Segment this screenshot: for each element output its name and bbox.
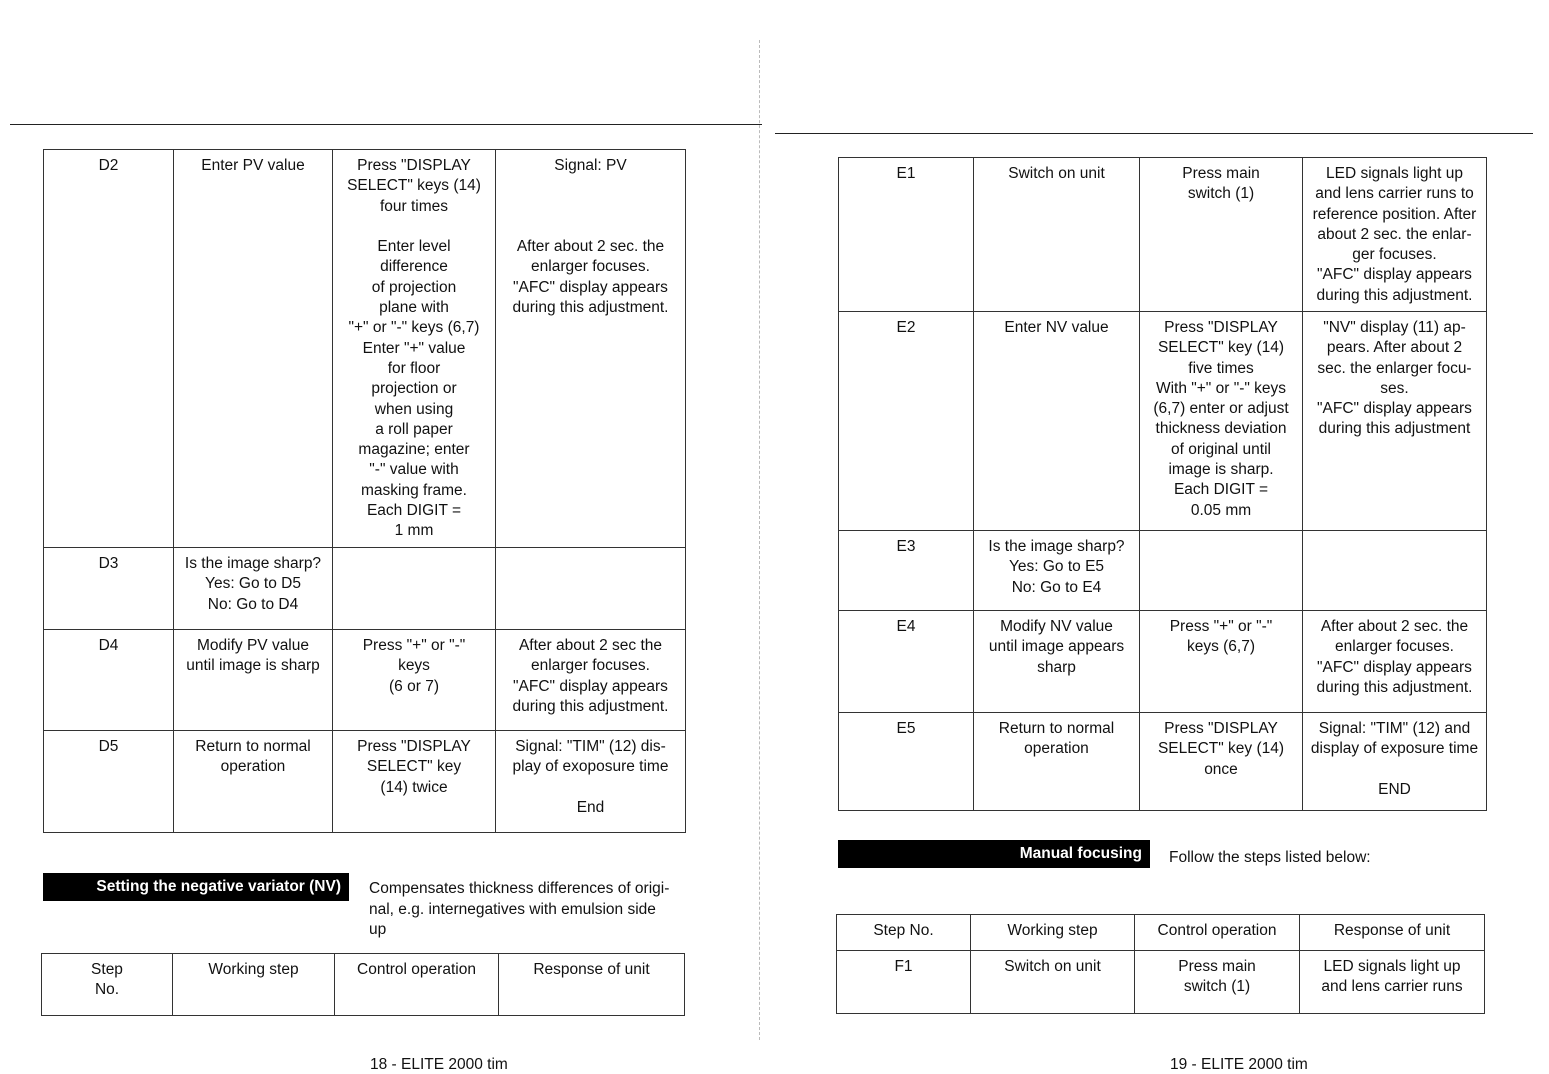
- section-title-manual-focusing: Manual focusing: [838, 840, 1150, 868]
- left-top-rule: [10, 124, 762, 125]
- control-operation: Press "DISPLAY SELECT" keys (14) four times Enter level difference of projection plane with "+" or "-" keys (6,7) Enter "+" value for floor projection or when using a roll paper magazine; enter "-" value with masking frame. Each DIGIT = 1 mm: [333, 150, 496, 548]
- table-row: [44, 150, 686, 548]
- response-of-unit: Signal: "TIM" (12) dis- play of exoposure time End: [496, 731, 686, 833]
- working-step: Return to normal operation: [174, 731, 333, 833]
- control-operation: Press "DISPLAY SELECT" key (14) five times With "+" or "-" keys (6,7) enter or adjust thickness deviation of original until image is sharp. Each DIGIT = 0.05 mm: [1140, 312, 1303, 531]
- response-of-unit: LED signals light up and lens carrier runs to reference position. After about 2 sec. the enlar- ger focuses. "AFC" display appears during this adjustment.: [1303, 158, 1487, 312]
- response-of-unit: "NV" display (11) ap- pears. After about 2 sec. the enlarger focu- ses. "AFC" display appears during this adjustment: [1303, 312, 1487, 531]
- column-header-control: Control operation: [335, 954, 499, 1016]
- step-number: D4: [44, 630, 174, 731]
- response-of-unit: LED signals light up and lens carrier runs: [1300, 951, 1485, 1014]
- response-of-unit: After about 2 sec. the enlarger focuses. "AFC" display appears during this adjustment.: [1303, 611, 1487, 713]
- section-note-manual-focusing: Follow the steps listed below:: [1169, 849, 1371, 866]
- column-header-response: Response of unit: [1300, 915, 1485, 951]
- table-header-row: [42, 954, 685, 1016]
- page-number-left: 18 - ELITE 2000 tim: [370, 1056, 508, 1073]
- step-number: D2: [44, 150, 174, 548]
- control-operation: Press "DISPLAY SELECT" key (14) twice: [333, 731, 496, 833]
- working-step: Is the image sharp? Yes: Go to D5 No: Go to D4: [174, 548, 333, 630]
- column-header-response: Response of unit: [499, 954, 685, 1016]
- working-step: Modify PV value until image is sharp: [174, 630, 333, 731]
- table-header-row: [837, 915, 1485, 951]
- response-of-unit: Signal: PV After about 2 sec. the enlarger focuses. "AFC" display appears during this adjustment.: [496, 150, 686, 548]
- control-operation: Press main switch (1): [1135, 951, 1300, 1014]
- step-number: E1: [839, 158, 974, 312]
- right-steps-table: [838, 157, 1487, 811]
- step-number: D3: [44, 548, 174, 630]
- column-header-working: Working step: [173, 954, 335, 1016]
- section-note-nv: Compensates thickness differences of origi- nal, e.g. internegatives with emulsion side up: [369, 880, 670, 938]
- page-number-right: 19 - ELITE 2000 tim: [1170, 1056, 1308, 1073]
- table-row: [44, 548, 686, 630]
- response-of-unit: [496, 548, 686, 630]
- step-number: E3: [839, 531, 974, 611]
- working-step: Enter PV value: [174, 150, 333, 548]
- table-row: [839, 312, 1487, 531]
- section-title-nv: Setting the negative variator (NV): [43, 873, 349, 901]
- table-row: [837, 951, 1485, 1014]
- working-step: Is the image sharp? Yes: Go to E5 No: Go to E4: [974, 531, 1140, 611]
- left-steps-table: [43, 149, 686, 833]
- table-row: [839, 158, 1487, 312]
- working-step: Enter NV value: [974, 312, 1140, 531]
- table-row: [839, 531, 1487, 611]
- right-header-table: [836, 914, 1485, 1014]
- response-of-unit: [1303, 531, 1487, 611]
- table-row: [44, 731, 686, 833]
- control-operation: [333, 548, 496, 630]
- table-row: [839, 713, 1487, 811]
- control-operation: Press main switch (1): [1140, 158, 1303, 312]
- table-row: [839, 611, 1487, 713]
- step-number: E2: [839, 312, 974, 531]
- working-step: Return to normal operation: [974, 713, 1140, 811]
- table-row: [44, 630, 686, 731]
- step-number: E4: [839, 611, 974, 713]
- step-number: F1: [837, 951, 971, 1014]
- step-number: D5: [44, 731, 174, 833]
- control-operation: [1140, 531, 1303, 611]
- column-header-step: Step No.: [837, 915, 971, 951]
- control-operation: Press "+" or "-" keys (6,7): [1140, 611, 1303, 713]
- right-top-rule: [775, 133, 1533, 134]
- left-header-table: [41, 953, 685, 1016]
- response-of-unit: Signal: "TIM" (12) and display of exposure time END: [1303, 713, 1487, 811]
- working-step: Modify NV value until image appears sharp: [974, 611, 1140, 713]
- control-operation: Press "DISPLAY SELECT" key (14) once: [1140, 713, 1303, 811]
- control-operation: Press "+" or "-" keys (6 or 7): [333, 630, 496, 731]
- column-header-working: Working step: [971, 915, 1135, 951]
- response-of-unit: After about 2 sec the enlarger focuses. "AFC" display appears during this adjustment.: [496, 630, 686, 731]
- page-gutter: [759, 40, 760, 1040]
- step-number: E5: [839, 713, 974, 811]
- working-step: Switch on unit: [974, 158, 1140, 312]
- working-step: Switch on unit: [971, 951, 1135, 1014]
- column-header-control: Control operation: [1135, 915, 1300, 951]
- column-header-step: Step No.: [42, 954, 173, 1016]
